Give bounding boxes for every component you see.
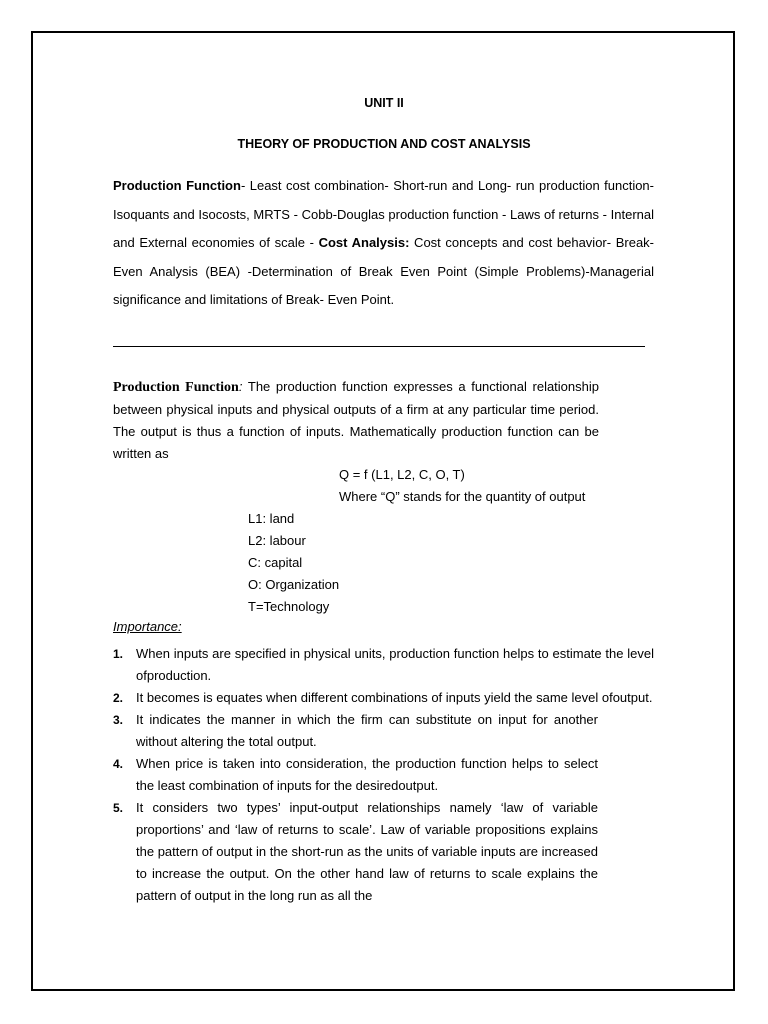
definition-text: The production function expresses a functional relationship between physical inputs and physical outputs of a firm at any particular time period. The output is thus a function of inputs. Mathematically production function can be written as [113, 379, 599, 461]
list-item-text: It becomes is equates when different combinations of inputs yield the same level ofoutput. [136, 690, 653, 705]
definition-paragraph [113, 376, 599, 465]
list-item [113, 797, 654, 907]
horizontal-rule [113, 346, 645, 347]
definition-lead: Production Function [113, 380, 239, 395]
list-item-number: 4. [113, 757, 124, 771]
importance-heading: Importance: [113, 619, 182, 634]
list-item-number: 1. [113, 647, 124, 661]
production-formula: Q = f (L1, L2, C, O, T) [339, 467, 465, 482]
unit-heading: UNIT II [364, 96, 404, 110]
syllabus-paragraph [113, 172, 654, 315]
syllabus-pf-label: Production Function [113, 178, 241, 193]
importance-list [113, 643, 654, 907]
syllabus-ca-label: Cost Analysis: [318, 235, 410, 251]
chapter-title: THEORY OF PRODUCTION AND COST ANALYSIS [237, 137, 531, 151]
variable-land: L1: land [248, 511, 295, 526]
list-item [113, 687, 654, 709]
list-item [113, 643, 654, 687]
list-item-number: 5. [113, 801, 124, 815]
formula-where-line: Where “Q” stands for the quantity of output [339, 489, 586, 504]
syllabus-ca-text: Cost concepts and cost behavior- Break-Even Analysis (BEA) -Determination of Break Even Point (Simple Problems)-Managerial significance and limitations of Break- Even Point. [113, 235, 655, 308]
list-item [113, 709, 654, 753]
variable-capital: C: capital [248, 555, 303, 570]
variable-labour: L2: labour [248, 533, 306, 548]
list-item-text: When inputs are specified in physical units, production function helps to estimate the level ofproduction. [136, 646, 654, 683]
list-item-number: 2. [113, 691, 124, 705]
variable-technology: T=Technology [248, 599, 330, 614]
list-item-text: When price is taken into consideration, the production function helps to select the least combination of inputs for the desiredoutput. [136, 756, 598, 793]
list-item-number: 3. [113, 713, 124, 727]
variable-organization: O: Organization [248, 577, 340, 592]
list-item-text: It considers two types’ input-output relationships namely ‘law of variable proportions’ and ‘law of returns to scale’. Law of variable propositions explains the pattern of output in the short-run as the units of variable inputs are increased to increase the output. On the other hand law of returns to scale explains the pattern of output in the long run as all the [136, 800, 598, 903]
list-item [113, 753, 654, 797]
list-item-text: It indicates the manner in which the firm can substitute on input for another without altering the total output. [136, 712, 598, 749]
definition-colon: : [238, 379, 243, 394]
syllabus-pf-text: - Least cost combination- Short-run and Long- run production function- Isoquants and Isocosts, MRTS - Cobb-Douglas production function - Laws of returns - Internal and External economies of scale - [113, 178, 654, 251]
